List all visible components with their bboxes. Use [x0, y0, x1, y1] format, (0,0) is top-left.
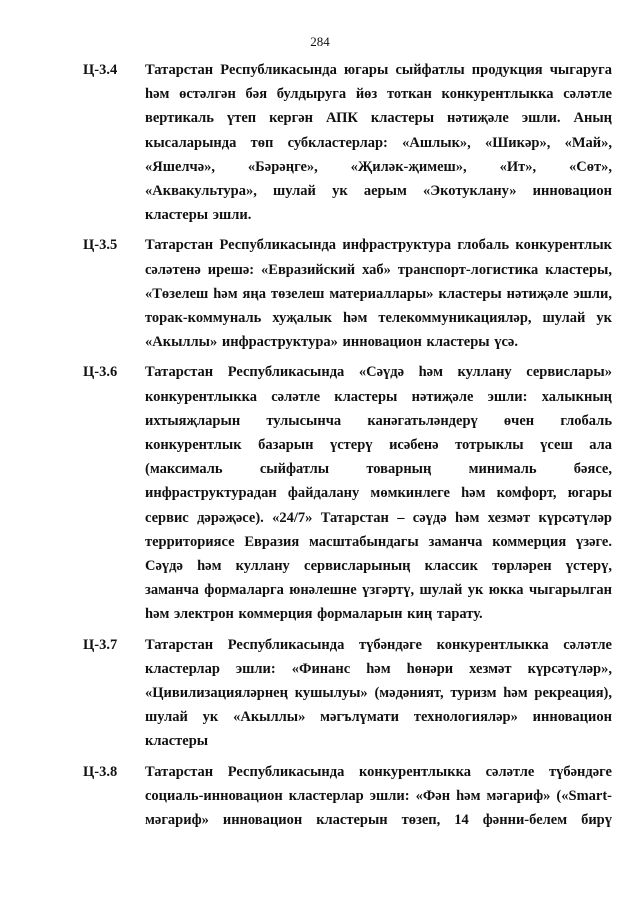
- entry-c-3-8: [0, 760, 640, 833]
- entry-code: Ц-3.4: [83, 62, 118, 78]
- entry-c-3-7: [0, 633, 640, 754]
- entry-code: Ц-3.6: [83, 364, 118, 381]
- page-number: 284: [310, 34, 330, 49]
- entry-text: Татарстан Республикасында югары сыйфатлы продукция чыгаруга һәм өстәлгән бәя булдыруга йөз тоткан конкурентлыкка сәләтле вертикаль үтеп кергән АПК кластеры нәтиҗәле эшли. Аның кысаларында төп субкластерлар: «Ашлык», «Шикәр», «Май», «Яшелчә», «Бәрәңге», «Җиләк-җимеш», «Ит», «Сөт», «Аквакультура», шулай ук аерым «Экотуклану» инновацион кластеры эшли.: [145, 62, 612, 224]
- entry-c-3-6: [0, 360, 640, 626]
- entry-c-3-4: [0, 58, 640, 227]
- entry-text: Татарстан Республикасында түбәндәге конкурентлыкка сәләтле кластерлар эшли: «Финанс һәм һөнәри хезмәт күрсәтүләр», «Цивилизацияләрнең кушылуы» (мәдәният, туризм һәм рекреация), шулай ук «Акыллы» мәгълүмати технологияләр» инновацион кластеры: [145, 636, 612, 750]
- entry-code: Ц-3.5: [83, 237, 118, 254]
- entry-text: Татарстан Республикасында конкурентлыкка сәләтле түбәндәге социаль-инновацион кластерлар эшли: «Фән һәм мәгариф» («Smart-мәгариф» инновацион кластерын төзеп, 14 фәнни-белем бирү: [145, 763, 612, 829]
- entry-code: Ц-3.7: [83, 636, 118, 653]
- entry-text: Татарстан Республикасында «Сәүдә һәм куллану сервислары» конкурентлыкка сәләтле кластеры нәтиҗәле эшли: халыкның ихтыяҗларын тулысынча канәгатьләндерү өчен глобаль конкурентлык базарын үстерү исәбенә тотрыклы үсеш ала (максималь сыйфатлы товарның минималь бәясе, инфраструктурадан файдалану мөмкинлеге һәм комфорт, югары сервис дәрәҗәсе). «24/7» Татарстан – сәүдә һәм хезмәт күрсәтүләр территориясе Евразия масштабындагы заманча коммерция үзәге. Сәүдә һәм куллану сервисларының классик төрләрен үстерү, заманча формаларга юнәлешне үзгәртү, шулай ук юкка чыгарылган һәм электрон коммерция формаларын киң тарату.: [145, 364, 612, 623]
- entry-code: Ц-3.8: [83, 763, 118, 780]
- entries-list: [0, 58, 640, 838]
- entry-c-3-5: [0, 233, 640, 354]
- entry-text: Татарстан Республикасында инфраструктура глобаль конкурентлык сәләтенә ирешә: «Евразийский хаб» транспорт-логистика кластеры, «Төзелеш һәм яңа төзелеш материаллары» кластеры нәтиҗәле эшли, торак-коммуналь хуҗалык һәм телекоммуникацияләр, шулай ук «Акыллы» инфраструктура» инновацион кластеры үсә.: [145, 237, 612, 351]
